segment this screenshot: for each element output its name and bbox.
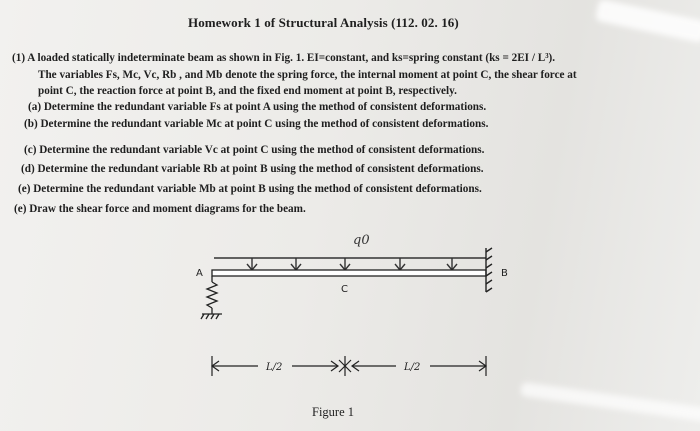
figure-caption: Figure 1 (312, 405, 355, 419)
span-left-label: L/2 (266, 362, 283, 373)
spring-support (201, 276, 222, 319)
point-c-label: C (341, 284, 348, 295)
beam (212, 270, 486, 276)
dimension-line (212, 356, 486, 376)
point-b-label: B (501, 268, 508, 279)
problem-variables: The variables Fs, Mc, Vc, Rb , and Mb denote the spring force, the internal moment at point C, the shear force at (38, 69, 577, 81)
load-label: q0 (353, 233, 370, 248)
page-title: Homework 1 of Structural Analysis (112. 02. 16) (188, 15, 459, 30)
question-e: (e) Determine the redundant variable Mb at point B using the method of consistent deformations. (18, 183, 482, 195)
distributed-load (214, 258, 486, 270)
question-a: (a) Determine the redundant variable Fs at point A using the method of consistent deformations. (28, 101, 487, 113)
question-b: (b) Determine the redundant variable Mc at point C using the method of consistent deformations. (24, 118, 489, 130)
span-right-label: L/2 (404, 362, 421, 373)
problem-intro: (1) A loaded statically indeterminate beam as shown in Fig. 1. EI=constant, and ks=spring constant (ks = 2EI / L³). (12, 52, 556, 64)
problem-variables-cont: point C, the reaction force at point B, and the fixed end moment at point B, respectively. (38, 85, 457, 97)
question-d: (d) Determine the redundant variable Rb at point B using the method of consistent deformations. (21, 163, 484, 175)
point-a-label: A (196, 268, 203, 279)
question-c: (c) Determine the redundant variable Vc at point C using the method of consistent deformations. (24, 144, 485, 156)
fixed-support (486, 248, 492, 292)
question-e-diagrams: (e) Draw the shear force and moment diagrams for the beam. (14, 203, 306, 215)
